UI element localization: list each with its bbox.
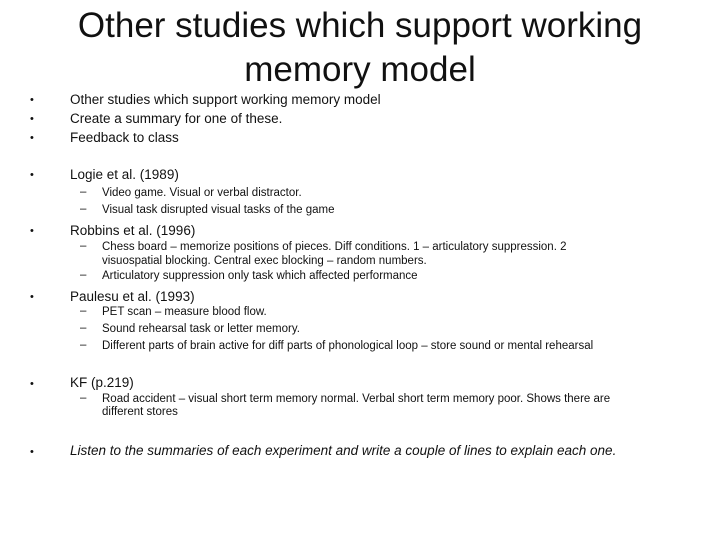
intro-item: Other studies which support working memory model <box>70 92 381 107</box>
study-point: Video game. Visual or verbal distractor. <box>102 187 302 199</box>
study-heading: Robbins et al. (1996) <box>70 223 196 238</box>
dash-icon: – <box>80 305 87 317</box>
bullet-icon: • <box>30 225 34 237</box>
bullet-icon: • <box>30 113 34 125</box>
bullet-icon: • <box>30 446 34 458</box>
title-line-2: memory model <box>244 50 476 89</box>
study-heading: Paulesu et al. (1993) <box>70 289 195 304</box>
study-point: Articulatory suppression only task which affected performance <box>102 270 418 282</box>
intro-item: Feedback to class <box>70 130 179 145</box>
closing-instruction: Listen to the summaries of each experiment and write a couple of lines to explain each one. <box>70 443 617 458</box>
study-heading: KF (p.219) <box>70 375 134 390</box>
study-point: different stores <box>102 406 178 418</box>
bullet-icon: • <box>30 169 34 181</box>
slide-title <box>40 4 680 92</box>
study-point: Sound rehearsal task or letter memory. <box>102 323 300 335</box>
dash-icon: – <box>80 322 87 334</box>
dash-icon: – <box>80 203 87 215</box>
dash-icon: – <box>80 392 87 404</box>
study-heading: Logie et al. (1989) <box>70 167 179 182</box>
title-line-1: Other studies which support working <box>77 6 643 45</box>
study-point: Different parts of brain active for diff parts of phonological loop – store sound or mental rehearsal <box>102 340 594 352</box>
study-point: Visual task disrupted visual tasks of the game <box>102 204 335 216</box>
bullet-icon: • <box>30 94 34 106</box>
bullet-icon: • <box>30 378 34 390</box>
study-point: PET scan – measure blood flow. <box>102 306 267 318</box>
study-point: visuospatial blocking. Central exec blocking – random numbers. <box>102 255 427 267</box>
dash-icon: – <box>80 269 87 281</box>
intro-item: Create a summary for one of these. <box>70 111 283 126</box>
study-point: Road accident – visual short term memory normal. Verbal short term memory poor. Shows there are <box>102 393 611 405</box>
dash-icon: – <box>80 186 87 198</box>
dash-icon: – <box>80 339 87 351</box>
bullet-icon: • <box>30 291 34 303</box>
study-point: Chess board – memorize positions of pieces. Diff conditions. 1 – articulatory suppression. 2 <box>102 241 567 253</box>
dash-icon: – <box>80 240 87 252</box>
bullet-icon: • <box>30 132 34 144</box>
